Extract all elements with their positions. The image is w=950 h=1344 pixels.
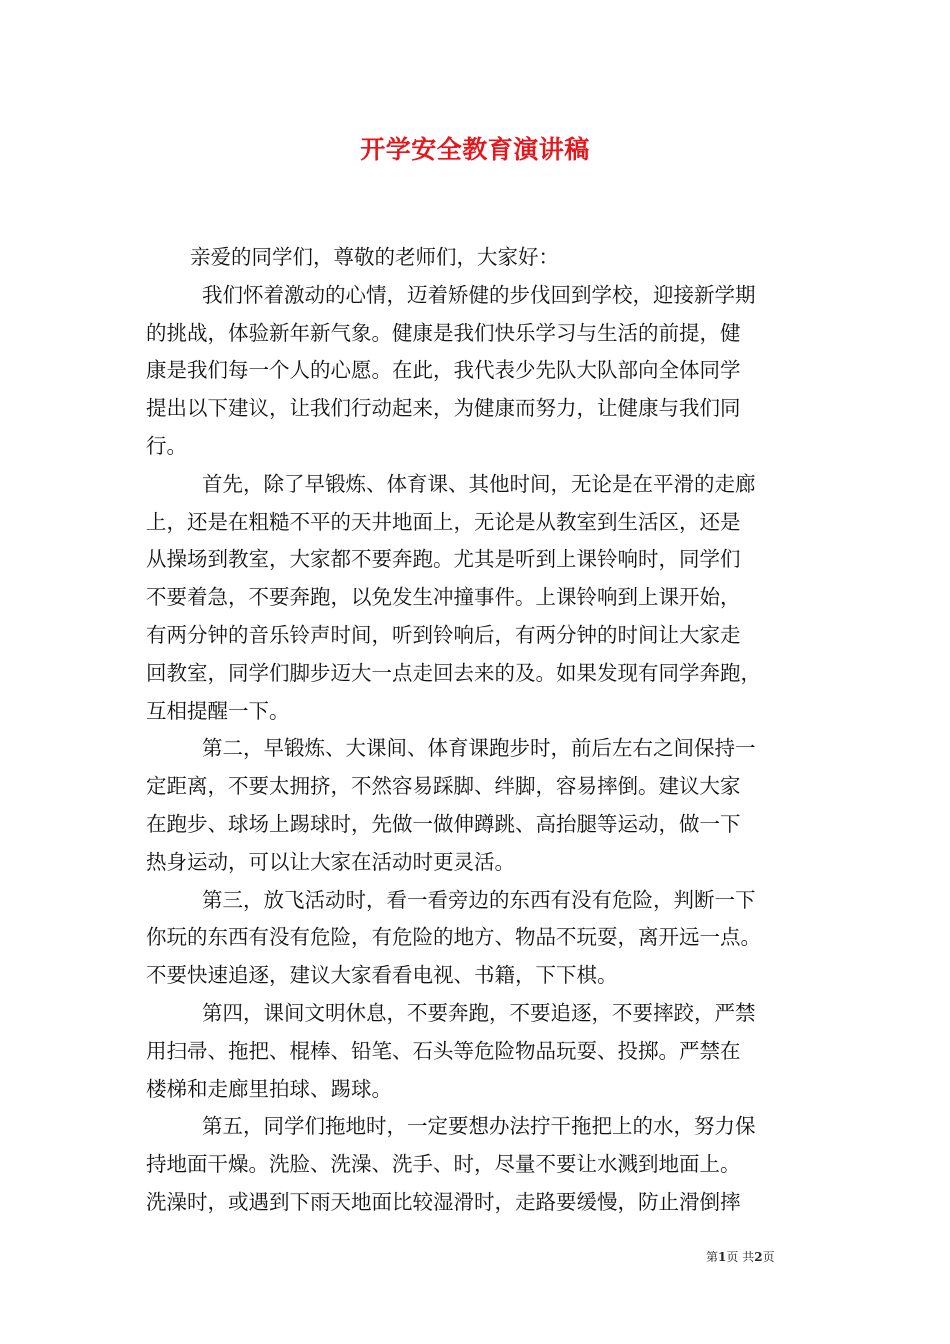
paragraph-line: 洗澡时，或遇到下雨天地面比较湿滑时，走路要缓慢，防止滑倒摔 — [146, 1189, 741, 1214]
page-footer — [706, 1248, 775, 1265]
paragraph-line: 持地面干燥。洗脸、洗澡、洗手、时，尽量不要让水溅到地面上。 — [146, 1152, 741, 1177]
paragraph-line: 用扫帚、拖把、棍棒、铅笔、石头等危险物品玩耍、投掷。严禁在 — [146, 1038, 741, 1063]
page-mid: 页 共 — [726, 1250, 755, 1264]
paragraph-line: 你玩的东西有没有危险，有危险的地方、物品不玩耍，离开远一点。 — [146, 925, 761, 950]
paragraph-line: 从操场到教室，大家都不要奔跑。尤其是听到上课铃响时，同学们 — [146, 547, 741, 572]
paragraph-line: 康是我们每一个人的心愿。在此，我代表少先队大队部向全体同学 — [146, 358, 741, 383]
paragraph-line: 第四，课间文明休息，不要奔跑，不要追逐，不要摔跤，严禁 — [202, 1000, 756, 1025]
paragraph-line: 首先，除了早锻炼、体育课、其他时间，无论是在平滑的走廊 — [202, 471, 756, 496]
document-title: 开学安全教育演讲稿 — [360, 135, 590, 164]
document-body — [146, 239, 808, 1222]
paragraph-line: 定距离，不要太拥挤，不然容易踩脚、绊脚，容易摔倒。建议大家 — [146, 774, 741, 799]
paragraph-line: 互相提醒一下。 — [146, 698, 290, 723]
paragraph-line: 行。 — [146, 433, 187, 458]
paragraph-line: 不要着急，不要奔跑，以免发生冲撞事件。上课铃响到上课开始， — [146, 585, 741, 610]
greeting-line: 亲爱的同学们，尊敬的老师们，大家好： — [190, 245, 559, 269]
paragraph-line: 有两分钟的音乐铃声时间，听到铃响后，有两分钟的时间让大家走 — [146, 622, 741, 647]
total-pages-number: 2 — [754, 1250, 763, 1264]
paragraph-line: 热身运动，可以让大家在活动时更灵活。 — [146, 849, 515, 874]
paragraph-line: 我们怀着激动的心情，迈着矫健的步伐回到学校，迎接新学期 — [202, 282, 756, 307]
paragraph-line: 上，还是在粗糙不平的天井地面上，无论是从教室到生活区，还是 — [146, 509, 741, 534]
paragraph-line: 的挑战，体验新年新气象。健康是我们快乐学习与生活的前提，健 — [146, 320, 741, 345]
page-suffix: 页 — [762, 1250, 775, 1264]
paragraph-line: 在跑步、球场上踢球时，先做一做伸蹲跳、高抬腿等运动，做一下 — [146, 811, 741, 836]
paragraph-line: 不要快速追逐，建议大家看看电视、书籍，下下棋。 — [146, 963, 618, 988]
paragraph-line: 第五，同学们拖地时，一定要想办法拧干拖把上的水，努力保 — [202, 1114, 756, 1139]
paragraph-line: 第三，放飞活动时，看一看旁边的东西有没有危险，判断一下 — [202, 887, 756, 912]
paragraph-line: 楼梯和走廊里拍球、踢球。 — [146, 1076, 392, 1101]
paragraph-line: 第二，早锻炼、大课间、体育课跑步时，前后左右之间保持一 — [202, 736, 756, 761]
paragraph-line: 回教室，同学们脚步迈大一点走回去来的及。如果发现有同学奔跑， — [146, 660, 761, 685]
current-page-number: 1 — [718, 1250, 727, 1264]
paragraph-line: 提出以下建议，让我们行动起来，为健康而努力，让健康与我们同 — [146, 396, 741, 421]
page-prefix: 第 — [706, 1250, 719, 1264]
